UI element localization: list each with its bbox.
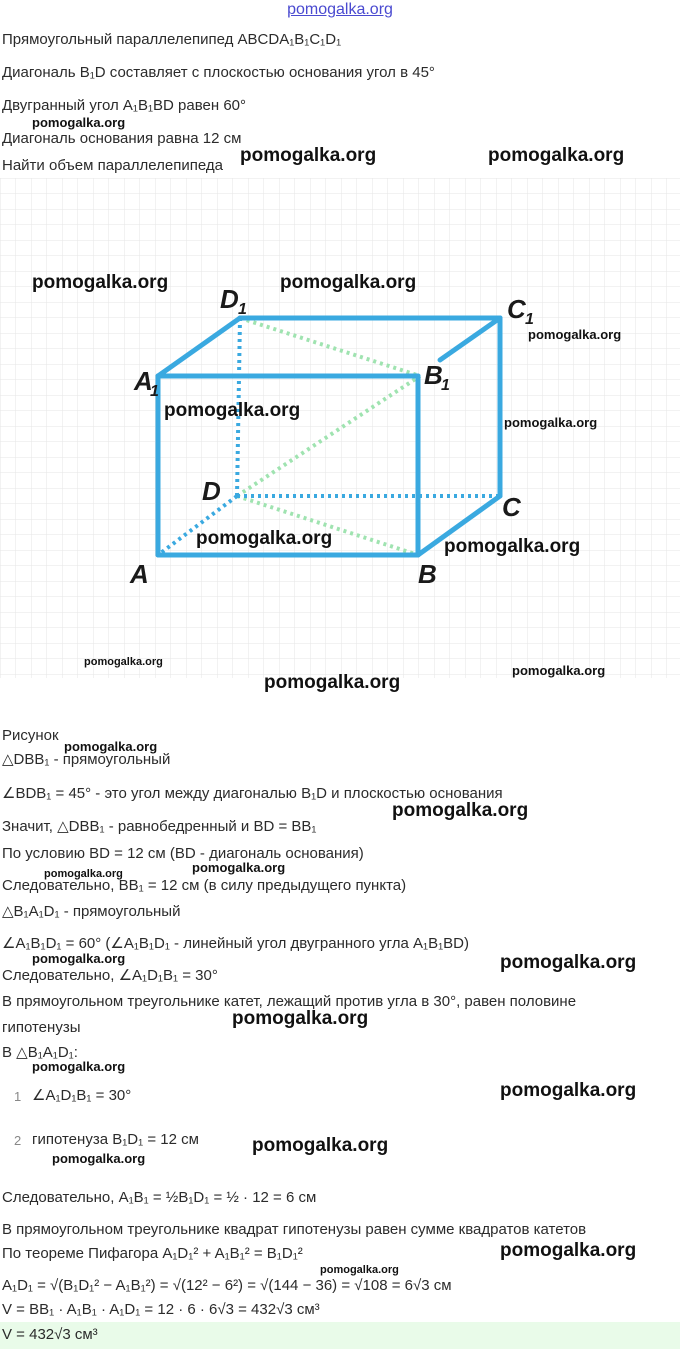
solution-line-16: A₁D₁ = √(B₁D₁² − A₁B₁²) = √(12² − 6²) = √(144 − 36) = √108 = 6√3 см [2, 1277, 452, 1294]
label-a: A [130, 559, 149, 589]
watermark: pomogalka.org [52, 1151, 146, 1166]
watermark: pomogalka.org [504, 415, 598, 430]
solution-line-3: ∠BDB₁ = 45° - это угол между диагональю B₁D и плоскостью основания [2, 785, 503, 802]
watermark: pomogalka.org [392, 800, 529, 821]
watermark: pomogalka.org [500, 1240, 637, 1261]
list-item-2: гипотенуза B₁D₁ = 12 см [32, 1131, 199, 1148]
watermark: pomogalka.org [264, 672, 401, 693]
label-b1-sub: 1 [441, 377, 450, 394]
watermark: pomogalka.org [512, 663, 606, 678]
watermark: pomogalka.org [64, 739, 158, 754]
solution-line-11: гипотенузы [2, 1019, 81, 1036]
solution-line-15: По теореме Пифагора A₁D₁² + A₁B₁² = B₁D₁² [2, 1245, 303, 1262]
watermark: pomogalka.org [32, 115, 126, 130]
watermark: pomogalka.org [164, 400, 301, 421]
label-d1: D [220, 284, 239, 314]
label-a1: A [134, 366, 153, 396]
site-link[interactable]: pomogalka.org [287, 1, 393, 18]
watermark: pomogalka.org [252, 1135, 389, 1156]
final-answer: V = 432√3 см³ [2, 1326, 98, 1343]
solution-line-9: Следовательно, ∠A₁D₁B₁ = 30° [2, 967, 218, 984]
watermark: pomogalka.org [528, 327, 622, 342]
label-d1-sub: 1 [238, 301, 247, 318]
solution-line-2: △DBB₁ - прямоугольный [2, 751, 171, 768]
watermark: pomogalka.org [44, 868, 123, 880]
problem-line-2: Диагональ B₁D составляет с плоскостью основания угол в 45° [2, 64, 435, 81]
watermark: pomogalka.org [32, 1059, 126, 1074]
solution-line-4: Значит, △DBB₁ - равнобедренный и BD = BB₁ [2, 818, 317, 835]
problem-line-4: Диагональ основания равна 12 см [2, 130, 242, 147]
label-d: D [202, 476, 221, 506]
list-number-2: 2 [14, 1133, 22, 1148]
list-item-1: ∠A₁D₁B₁ = 30° [32, 1087, 132, 1104]
watermark: pomogalka.org [320, 1264, 399, 1276]
solution-line-5: По условию BD = 12 см (BD - диагональ основания) [2, 845, 364, 862]
solution-line-13: Следовательно, A₁B₁ = ½B₁D₁ = ½ · 12 = 6 см [2, 1189, 317, 1206]
solution-line-6: Следовательно, BB₁ = 12 см (в силу предыдущего пункта) [2, 877, 407, 894]
label-c1-sub: 1 [525, 311, 534, 328]
watermark: pomogalka.org [240, 145, 377, 166]
solution-line-14: В прямоугольном треугольнике квадрат гипотенузы равен сумме квадратов катетов [2, 1221, 587, 1238]
watermark: pomogalka.org [444, 536, 581, 557]
watermark: pomogalka.org [500, 1080, 637, 1101]
watermark: pomogalka.org [84, 656, 163, 668]
solution-line-12: В △B₁A₁D₁: [2, 1044, 78, 1061]
label-a1-sub: 1 [150, 383, 159, 400]
watermark: pomogalka.org [488, 145, 625, 166]
watermark: pomogalka.org [32, 272, 169, 293]
solution-line-10: В прямоугольном треугольнике катет, лежащий против угла в 30°, равен половине [2, 993, 577, 1010]
label-b: B [418, 559, 437, 589]
watermark: pomogalka.org [32, 951, 126, 966]
problem-line-1: Прямоугольный параллелепипед ABCDA₁B₁C₁D₁ [2, 31, 342, 48]
solution-line-17: V = BB₁ · A₁B₁ · A₁D₁ = 12 · 6 · 6√3 = 432√3 см³ [2, 1301, 320, 1318]
list-number-1: 1 [14, 1089, 22, 1104]
label-c: C [502, 492, 521, 522]
label-b1: B [424, 360, 443, 390]
watermark: pomogalka.org [196, 528, 333, 549]
watermark: pomogalka.org [500, 952, 637, 973]
problem-line-3: Двугранный угол A₁B₁BD равен 60° [2, 97, 247, 114]
watermark: pomogalka.org [232, 1008, 369, 1029]
solution-line-8: ∠A₁B₁D₁ = 60° (∠A₁B₁D₁ - линейный угол двугранного угла A₁B₁BD) [2, 935, 470, 952]
watermark: pomogalka.org [192, 860, 286, 875]
solution-line-1: Рисунок [2, 727, 59, 744]
solution-line-7: △B₁A₁D₁ - прямоугольный [2, 903, 181, 920]
watermark: pomogalka.org [280, 272, 417, 293]
label-c1: C [507, 294, 526, 324]
answer-highlight [0, 1322, 680, 1349]
problem-line-5: Найти объем параллелепипеда [2, 157, 223, 174]
